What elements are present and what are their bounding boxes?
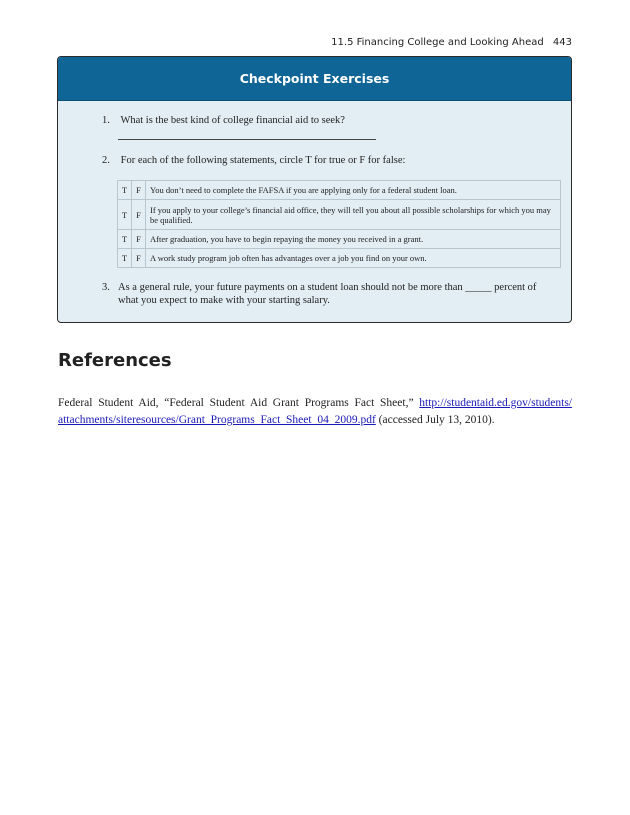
question-number: 3. <box>102 282 110 293</box>
question-number: 2. <box>102 155 110 166</box>
answer-line <box>118 139 376 140</box>
question-text: For each of the following statements, circle T for true or F for false: <box>120 155 406 166</box>
false-option[interactable]: F <box>132 230 146 249</box>
reference-link[interactable]: http://studentaid.ed.gov/students/attachments/siteresources/Grant_Programs_Fact_Sheet_04_2009.pdf <box>58 397 572 426</box>
reference-prefix: Federal Student Aid, “Federal Student Aid Grant Programs Fact Sheet,” <box>58 397 420 409</box>
table-row <box>118 181 561 200</box>
running-head <box>331 37 572 48</box>
statement-text: If you apply to your college’s financial aid office, they will tell you about all possible scholarships for which you may be qualified. <box>146 200 561 230</box>
table-row <box>118 200 561 230</box>
question-3 <box>102 281 552 307</box>
table-row <box>118 230 561 249</box>
question-2 <box>102 154 405 167</box>
statement-text: After graduation, you have to begin repaying the money you received in a grant. <box>146 230 561 249</box>
references-heading: References <box>58 350 172 371</box>
true-false-table <box>117 180 561 268</box>
table-row <box>118 249 561 268</box>
true-option[interactable]: T <box>118 249 132 268</box>
true-option[interactable]: T <box>118 200 132 230</box>
false-option[interactable]: F <box>132 181 146 200</box>
false-option[interactable]: F <box>132 200 146 230</box>
true-option[interactable]: T <box>118 230 132 249</box>
section-title: 11.5 Financing College and Looking Ahead <box>331 37 544 48</box>
statement-text: A work study program job often has advantages over a job you find on your own. <box>146 249 561 268</box>
true-option[interactable]: T <box>118 181 132 200</box>
question-text: As a general rule, your future payments on a student loan should not be more than _____ percent of what you expect to make with your starting salary. <box>118 282 537 306</box>
reference-entry <box>58 395 572 429</box>
page-number: 443 <box>552 37 572 48</box>
false-option[interactable]: F <box>132 249 146 268</box>
question-number: 1. <box>102 115 110 126</box>
question-text: What is the best kind of college financial aid to seek? <box>120 115 345 126</box>
statement-text: You don’t need to complete the FAFSA if you are applying only for a federal student loan. <box>146 181 561 200</box>
reference-suffix: (accessed July 13, 2010). <box>375 414 495 426</box>
checkpoint-box <box>57 56 572 323</box>
question-1 <box>102 114 345 127</box>
checkpoint-title: Checkpoint Exercises <box>58 57 571 101</box>
